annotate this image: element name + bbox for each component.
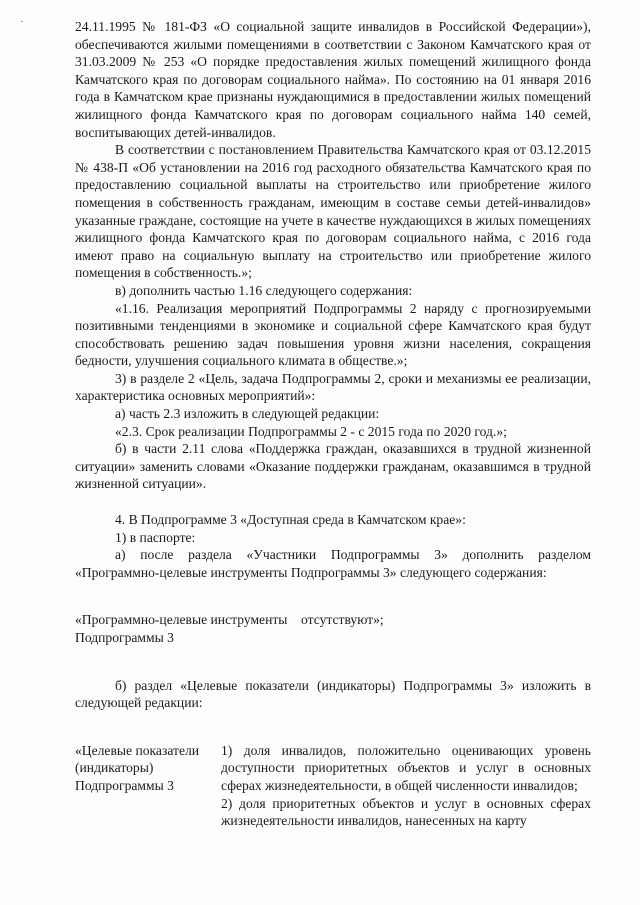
document-page (75, 18, 591, 830)
paragraph-resolution: В соответствии с постановлением Правительства Камчатского края от 03.12.2015 № 438-П «Об установлении на 2016 год расходного обязательства Камчатского края по предоставлению социальной выплаты на строительство или приобретение жилого помещения в собственность гражданам, имеющим в составе семьи детей-инвалидов» указанные граждане, состоящие на учете в качестве нуждающихся в жилых помещениях жилищного фонда Камчатского края по договорам социального найма, с 2016 года имеют право на социальную выплату на строительство или приобретение жилого помещения в собственность.»; (75, 142, 591, 281)
paragraph-2-3: «2.3. Срок реализации Подпрограммы 2 - с 2015 года по 2020 год.»; (115, 423, 507, 439)
paragraph-passport: 1) в паспорте: (115, 529, 196, 545)
corner-mark: · (20, 16, 24, 28)
paragraph-law-reference: 24.11.1995 № 181-ФЗ «О социальной защите инвалидов в Российской Федерации»), обеспечиваются жилыми помещениями в соответствии с Законом Камчатского края от 31.03.2009 № 253 «О порядке предоставления жилых помещений жилищного фонда Камчатского края по договорам социального найма». По состоянию на 01 января 2016 года в Камчатском крае признаны нуждающимися в предоставлении жилых помещений жилищного фонда Камчатского края по договорам социального найма 140 семей, воспитывающих детей-инвалидов. (75, 19, 591, 140)
paragraph-item-b: б) в части 2.11 слова «Поддержка граждан, оказавшихся в трудной жизненной ситуации» заменить словами «Оказание поддержки гражданам, оказавшимся в трудной жизненной ситуации». (75, 441, 591, 492)
instruments-label: «Программно-целевые инструменты Подпрограммы 3 (75, 612, 288, 645)
instruments-row (75, 611, 591, 646)
indicators-label: «Целевые показатели (индикаторы) Подпрограммы 3 (75, 742, 200, 793)
paragraph-item-v: в) дополнить частью 1.16 следующего содержания: (115, 282, 413, 298)
indicator-item: 1) доля инвалидов, положительно оценивающих уровень доступности приоритетных объектов и услуг в основных сферах жизнедеятельности, в общей численности инвалидов; (221, 742, 591, 793)
paragraph-item-a: а) часть 2.3 изложить в следующей редакции: (115, 406, 380, 422)
paragraph-subprogram-3: 4. В Подпрограмме 3 «Доступная среда в Камчатском крае»: (115, 512, 466, 528)
paragraph-1-16: «1.16. Реализация мероприятий Подпрограммы 2 наряду с прогнозируемыми позитивными тенденциями в экономике и социальной сфере Камчатского края будут способствовать решению задач повышения уровня жизни населения, сокращения бедности, улучшения социального климата в обществе.»; (75, 300, 591, 369)
indicators-table (75, 742, 591, 830)
paragraph-indicators-edit: б) раздел «Целевые показатели (индикаторы) Подпрограммы 3» изложить в следующей редакции: (75, 677, 591, 711)
instruments-value: отсутствуют»; (301, 612, 384, 628)
indicators-items (221, 742, 591, 830)
indicator-item: 2) доля приоритетных объектов и услуг в основных сферах жизнедеятельности инвалидов, нанесенных на карту (221, 795, 591, 829)
paragraph-section-2: 3) в разделе 2 «Цель, задача Подпрограммы 2, сроки и механизмы ее реализации, характеристика основных мероприятий»: (75, 370, 591, 404)
paragraph-add-section: а) после раздела «Участники Подпрограммы 3» дополнить разделом «Программно-целевые инструменты Подпрограммы 3» следующего содержания: (75, 547, 591, 580)
